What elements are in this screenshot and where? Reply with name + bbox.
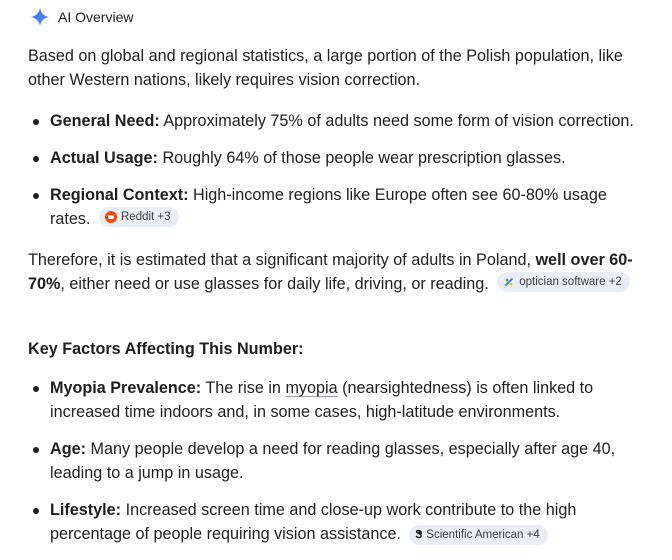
item-text: Increased screen time and close-up work contribute to the high percentage of people requiring vision assistance. [50, 501, 577, 543]
list-item [28, 109, 648, 133]
therefore-bold: well over 60-70% [28, 251, 633, 293]
key-factors-heading: Key Factors Affecting This Number: [28, 340, 304, 358]
therefore-pre: Therefore, it is estimated that a significant majority of adults in Poland, [28, 251, 536, 269]
bullet-dot [33, 508, 39, 514]
item-text-post: (nearsightedness) is often linked to increased time indoors and, in some cases, high-latitude environments. [50, 379, 594, 421]
sparkle-icon [30, 7, 50, 27]
list-item [28, 376, 648, 424]
therefore-paragraph [28, 248, 648, 296]
intro-paragraph: Based on global and regional statistics, a large portion of the Polish population, like other Western nations, likely requires vision correction. [28, 47, 623, 89]
bullet-dot [33, 386, 39, 392]
chip-label: Reddit +3 [121, 211, 171, 223]
myopia-link[interactable]: myopia [285, 379, 338, 397]
item-text: High-income regions like Europe often see 60-80% usage rates. [50, 186, 607, 228]
chip-label: Scientific American +4 [426, 529, 540, 541]
source-chip-optician-software[interactable] [497, 272, 630, 292]
stats-list [28, 109, 648, 231]
ai-overview-header [30, 6, 133, 28]
list-item [28, 146, 648, 170]
bullet-dot [33, 119, 39, 125]
ai-overview-title: AI Overview [58, 9, 134, 25]
optician-software-icon [503, 276, 515, 288]
item-label: Regional Context: [50, 186, 189, 204]
therefore-post: , either need or use glasses for daily life, driving, or reading. [60, 275, 489, 293]
item-text-pre: The rise in [201, 379, 286, 397]
item-text: Many people develop a need for reading glasses, especially after age 40, leading to a jump in usage. [50, 440, 616, 482]
bullet-dot [33, 193, 39, 199]
list-item [28, 183, 648, 231]
item-label: General Need: [50, 112, 160, 130]
bullet-dot [33, 447, 39, 453]
source-chip-reddit[interactable] [99, 207, 179, 227]
item-text: Roughly 64% of those people wear prescription glasses. [157, 149, 566, 167]
factors-list [28, 376, 648, 546]
item-label: Lifestyle: [50, 501, 122, 519]
item-label: Actual Usage: [50, 149, 158, 167]
list-item [28, 437, 648, 485]
reddit-icon [105, 211, 117, 223]
list-item [28, 498, 648, 546]
bullet-dot [33, 156, 39, 162]
item-label: Age: [50, 440, 86, 458]
chip-label: optician software +2 [519, 276, 622, 288]
source-chip-scientific-american[interactable] [409, 525, 547, 545]
scientific-american-icon: Ꮥ [415, 529, 423, 541]
item-label: Myopia Prevalence: [50, 379, 202, 397]
item-text: Approximately 75% of adults need some form of vision correction. [159, 112, 634, 130]
